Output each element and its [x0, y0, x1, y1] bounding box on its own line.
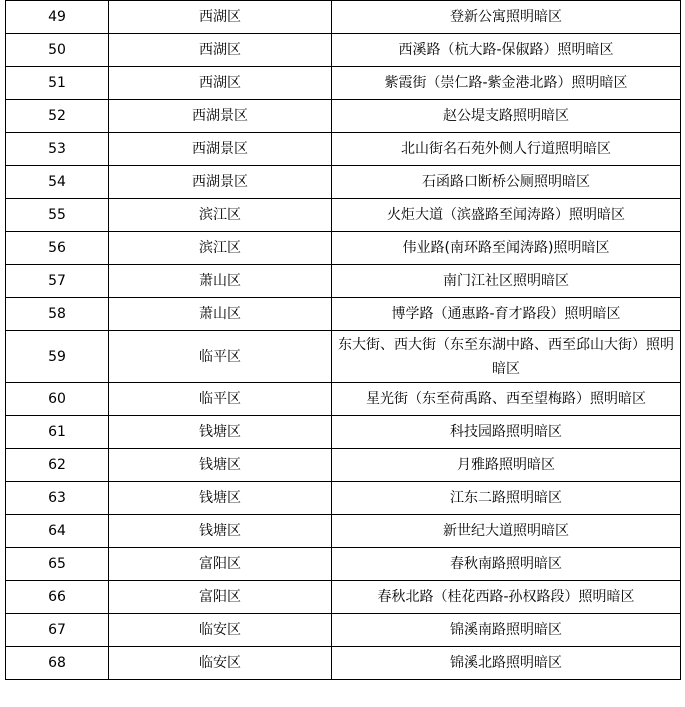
- location-cell: 北山街名石苑外侧人行道照明暗区: [332, 133, 681, 166]
- district-cell: 临安区: [109, 647, 332, 680]
- location-cell: 星光街（东至荷禹路、西至望梅路）照明暗区: [332, 383, 681, 416]
- district-cell: 西湖区: [109, 67, 332, 100]
- row-number: 55: [6, 199, 109, 232]
- table-row: [6, 482, 681, 515]
- row-number: 49: [6, 1, 109, 34]
- district-cell: 临安区: [109, 614, 332, 647]
- district-cell: 西湖区: [109, 34, 332, 67]
- row-number: 53: [6, 133, 109, 166]
- location-cell: 南门江社区照明暗区: [332, 265, 681, 298]
- table-row: [6, 331, 681, 383]
- district-cell: 萧山区: [109, 265, 332, 298]
- table-row: [6, 416, 681, 449]
- table-row: [6, 581, 681, 614]
- row-number: 63: [6, 482, 109, 515]
- lighting-dark-zone-table: [5, 0, 681, 680]
- table-row: [6, 133, 681, 166]
- location-cell: 伟业路(南环路至闻涛路)照明暗区: [332, 232, 681, 265]
- row-number: 54: [6, 166, 109, 199]
- location-cell: 博学路（通惠路-育才路段）照明暗区: [332, 298, 681, 331]
- table-row: [6, 647, 681, 680]
- district-cell: 富阳区: [109, 581, 332, 614]
- table-row: [6, 449, 681, 482]
- row-number: 51: [6, 67, 109, 100]
- table-row: [6, 265, 681, 298]
- row-number: 59: [6, 331, 109, 383]
- district-cell: 西湖景区: [109, 100, 332, 133]
- row-number: 52: [6, 100, 109, 133]
- table-row: [6, 34, 681, 67]
- district-cell: 西湖区: [109, 1, 332, 34]
- row-number: 50: [6, 34, 109, 67]
- table-row: [6, 199, 681, 232]
- location-cell: 科技园路照明暗区: [332, 416, 681, 449]
- row-number: 65: [6, 548, 109, 581]
- table-row: [6, 1, 681, 34]
- row-number: 60: [6, 383, 109, 416]
- district-cell: 临平区: [109, 331, 332, 383]
- location-cell: 石函路口断桥公厕照明暗区: [332, 166, 681, 199]
- table-row: [6, 232, 681, 265]
- location-cell: 江东二路照明暗区: [332, 482, 681, 515]
- district-cell: 西湖景区: [109, 166, 332, 199]
- district-cell: 钱塘区: [109, 515, 332, 548]
- location-cell: 春秋北路（桂花西路-孙权路段）照明暗区: [332, 581, 681, 614]
- row-number: 61: [6, 416, 109, 449]
- location-cell: 东大街、西大街（东至东湖中路、西至邱山大街）照明暗区: [332, 331, 681, 383]
- district-cell: 萧山区: [109, 298, 332, 331]
- row-number: 62: [6, 449, 109, 482]
- table-row: [6, 67, 681, 100]
- row-number: 66: [6, 581, 109, 614]
- district-cell: 钱塘区: [109, 416, 332, 449]
- district-cell: 富阳区: [109, 548, 332, 581]
- location-cell: 火炬大道（滨盛路至闻涛路）照明暗区: [332, 199, 681, 232]
- district-cell: 钱塘区: [109, 482, 332, 515]
- location-cell: 月雅路照明暗区: [332, 449, 681, 482]
- location-cell: 赵公堤支路照明暗区: [332, 100, 681, 133]
- district-cell: 滨江区: [109, 199, 332, 232]
- district-cell: 临平区: [109, 383, 332, 416]
- row-number: 67: [6, 614, 109, 647]
- district-cell: 钱塘区: [109, 449, 332, 482]
- location-cell: 登新公寓照明暗区: [332, 1, 681, 34]
- location-cell: 新世纪大道照明暗区: [332, 515, 681, 548]
- row-number: 68: [6, 647, 109, 680]
- location-cell: 锦溪北路照明暗区: [332, 647, 681, 680]
- row-number: 58: [6, 298, 109, 331]
- location-cell: 紫霞街（崇仁路-紫金港北路）照明暗区: [332, 67, 681, 100]
- table-row: [6, 614, 681, 647]
- district-cell: 西湖景区: [109, 133, 332, 166]
- table-body: [6, 1, 681, 680]
- table-row: [6, 166, 681, 199]
- location-cell: 锦溪南路照明暗区: [332, 614, 681, 647]
- table-row: [6, 100, 681, 133]
- table-row: [6, 298, 681, 331]
- district-cell: 滨江区: [109, 232, 332, 265]
- table-row: [6, 383, 681, 416]
- table-row: [6, 515, 681, 548]
- row-number: 56: [6, 232, 109, 265]
- location-cell: 春秋南路照明暗区: [332, 548, 681, 581]
- row-number: 57: [6, 265, 109, 298]
- location-cell: 西溪路（杭大路-保俶路）照明暗区: [332, 34, 681, 67]
- row-number: 64: [6, 515, 109, 548]
- table-row: [6, 548, 681, 581]
